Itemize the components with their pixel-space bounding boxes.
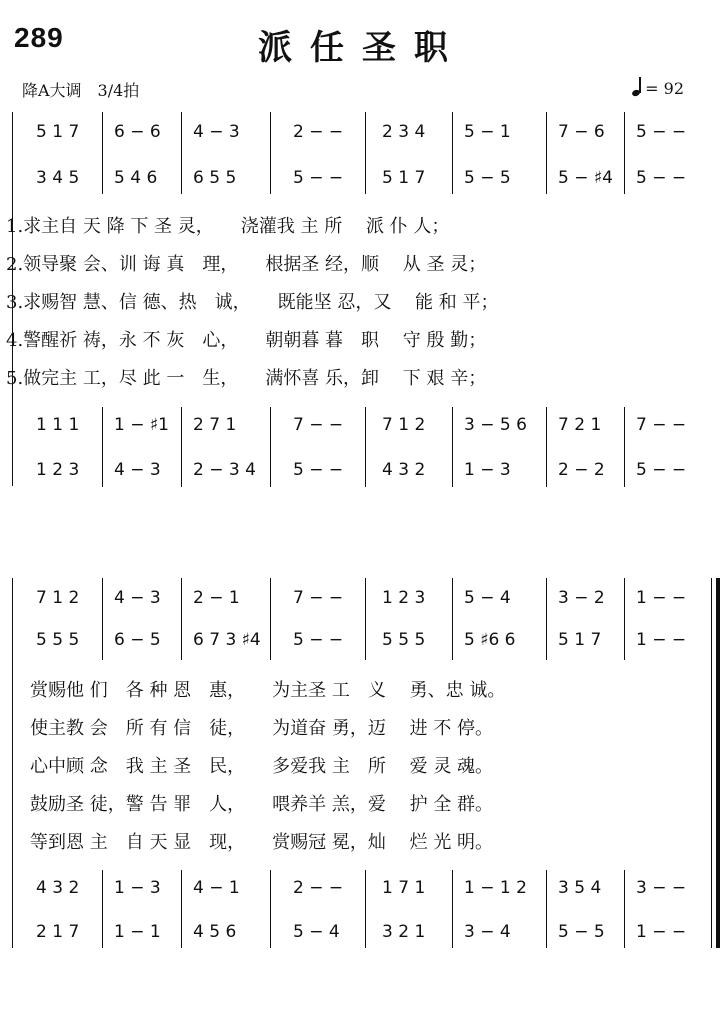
measure-notes: 5 − − <box>293 630 344 650</box>
barline <box>181 407 182 487</box>
measure-notes: 2 − − <box>293 122 344 142</box>
barline <box>270 407 271 487</box>
tempo-marking <box>631 78 684 98</box>
measure-notes: 1 − ♯1 <box>114 415 169 435</box>
measure-notes: 5 − 5 <box>558 922 605 942</box>
measure-notes: 1 − − <box>636 630 687 650</box>
measure-notes: 5 1 7 <box>382 168 426 188</box>
barline <box>452 870 453 948</box>
barline <box>102 578 103 660</box>
barline <box>546 407 547 487</box>
lyric-line: 1.求主自 天 降 下 圣 灵， 浇灌我 主 所 派 仆 人； <box>6 216 450 237</box>
measure-notes: 5 ♯6 6 <box>464 630 516 650</box>
measure-notes: 5 − 5 <box>464 168 511 188</box>
barline <box>181 112 182 194</box>
barline <box>624 578 625 660</box>
measure-notes: 7 − − <box>293 415 344 435</box>
measure-notes: 4 3 2 <box>36 878 80 898</box>
measure-notes: 6 5 5 <box>193 168 237 188</box>
measure-notes: 1 7 1 <box>382 878 426 898</box>
measure-notes: 1 − 1 2 <box>464 878 527 898</box>
measure-notes: 2 7 1 <box>193 415 237 435</box>
barline <box>270 578 271 660</box>
barline <box>624 870 625 948</box>
barline <box>546 112 547 194</box>
measure-notes: 1 − 3 <box>464 460 511 480</box>
barline <box>102 407 103 487</box>
measure-notes: 1 − − <box>636 588 687 608</box>
measure-notes: 2 1 7 <box>36 922 80 942</box>
barline <box>102 112 103 194</box>
measure-notes: 4 3 2 <box>382 460 426 480</box>
barline <box>365 112 366 194</box>
measure-notes: 4 5 6 <box>193 922 237 942</box>
tempo-value: = 92 <box>645 79 684 98</box>
final-barline-thick <box>716 578 720 948</box>
barline <box>270 112 271 194</box>
barline <box>546 870 547 948</box>
measure-notes: 5 − − <box>636 460 687 480</box>
measure-notes: 5 − 4 <box>464 588 511 608</box>
lyric-line: 心中顾 念 我 主 圣 民， 多爱我 主 所 爱 灵 魂。 <box>30 756 494 777</box>
measure-notes: 4 − 1 <box>193 878 240 898</box>
measure-notes: 7 2 1 <box>558 415 602 435</box>
measure-notes: 4 − 3 <box>114 460 161 480</box>
measure-notes: 3 4 5 <box>36 168 80 188</box>
hymn-number: 289 <box>14 22 64 53</box>
barline <box>452 578 453 660</box>
hymn-title: 派任圣职 <box>258 28 466 68</box>
measure-notes: 3 − − <box>636 878 687 898</box>
measure-notes: 3 − 5 6 <box>464 415 527 435</box>
measure-notes: 5 1 7 <box>36 122 80 142</box>
barline <box>452 407 453 487</box>
measure-notes: 6 7 3 ♯4 <box>193 630 261 650</box>
measure-notes: 7 − − <box>636 415 687 435</box>
measure-notes: 3 5 4 <box>558 878 602 898</box>
measure-notes: 5 1 7 <box>558 630 602 650</box>
barline <box>270 870 271 948</box>
measure-notes: 2 3 4 <box>382 122 426 142</box>
key-signature: 降A大调 3/4拍 <box>22 81 140 100</box>
measure-notes: 1 2 3 <box>36 460 80 480</box>
measure-notes: 7 − − <box>293 588 344 608</box>
measure-notes: 1 − 3 <box>114 878 161 898</box>
measure-notes: 4 − 3 <box>114 588 161 608</box>
measure-notes: 3 2 1 <box>382 922 426 942</box>
measure-notes: 5 − − <box>636 122 687 142</box>
measure-notes: 1 1 1 <box>36 415 80 435</box>
measure-notes: 7 − 6 <box>558 122 605 142</box>
barline <box>365 578 366 660</box>
lyric-line: 等到恩 主 自 天 显 现， 赏赐冠 冕，灿 烂 光 明。 <box>30 832 494 853</box>
measure-notes: 2 − 2 <box>558 460 605 480</box>
final-barline-thin <box>711 578 712 948</box>
measure-notes: 1 2 3 <box>382 588 426 608</box>
measure-notes: 5 − − <box>636 168 687 188</box>
measure-notes: 5 4 6 <box>114 168 158 188</box>
system-2 <box>0 578 724 950</box>
barline <box>365 870 366 948</box>
measure-notes: 5 5 5 <box>382 630 426 650</box>
measure-notes: 1 − − <box>636 922 687 942</box>
barline <box>102 870 103 948</box>
barline <box>624 112 625 194</box>
barline <box>181 578 182 660</box>
measure-notes: 7 1 2 <box>382 415 426 435</box>
measure-notes: 5 − − <box>293 168 344 188</box>
measure-notes: 5 − ♯4 <box>558 168 613 188</box>
lyric-line: 赏赐他 们 各 种 恩 惠， 为主圣 工 义 勇、忠 诚。 <box>30 680 506 701</box>
measure-notes: 3 − 4 <box>464 922 511 942</box>
measure-notes: 2 − 3 4 <box>193 460 256 480</box>
measure-notes: 5 − 4 <box>293 922 340 942</box>
measure-notes: 7 1 2 <box>36 588 80 608</box>
barline <box>365 407 366 487</box>
system-1 <box>0 112 724 488</box>
measure-notes: 5 5 5 <box>36 630 80 650</box>
lyric-line: 4.警醒祈 祷，永 不 灰 心， 朝朝暮 暮 职 守 殷 勤； <box>6 330 487 351</box>
barline <box>452 112 453 194</box>
lyric-line: 鼓励圣 徒，警 告 罪 人， 喂养羊 羔，爱 护 全 群。 <box>30 794 494 815</box>
measure-notes: 6 − 6 <box>114 122 161 142</box>
measure-notes: 6 − 5 <box>114 630 161 650</box>
measure-notes: 3 − 2 <box>558 588 605 608</box>
measure-notes: 5 − − <box>293 460 344 480</box>
measure-notes: 2 − 1 <box>193 588 240 608</box>
lyric-line: 3.求赐智 慧、信 德、热 诚， 既能坚 忍，又 能 和 平； <box>6 292 499 313</box>
measure-notes: 4 − 3 <box>193 122 240 142</box>
measure-notes: 2 − − <box>293 878 344 898</box>
quarter-note-icon <box>631 78 645 96</box>
lyric-line: 2.领导聚 会、训 诲 真 理， 根据圣 经，顺 从 圣 灵； <box>6 254 487 275</box>
barline <box>546 578 547 660</box>
left-barline <box>12 578 13 948</box>
lyric-line: 使主教 会 所 有 信 徒， 为道奋 勇，迈 进 不 停。 <box>30 718 494 739</box>
measure-notes: 1 − 1 <box>114 922 161 942</box>
barline <box>181 870 182 948</box>
measure-notes: 5 − 1 <box>464 122 511 142</box>
lyric-line: 5.做完主 工，尽 此 一 生， 满怀喜 乐，卸 下 艰 辛； <box>6 368 487 389</box>
barline <box>624 407 625 487</box>
